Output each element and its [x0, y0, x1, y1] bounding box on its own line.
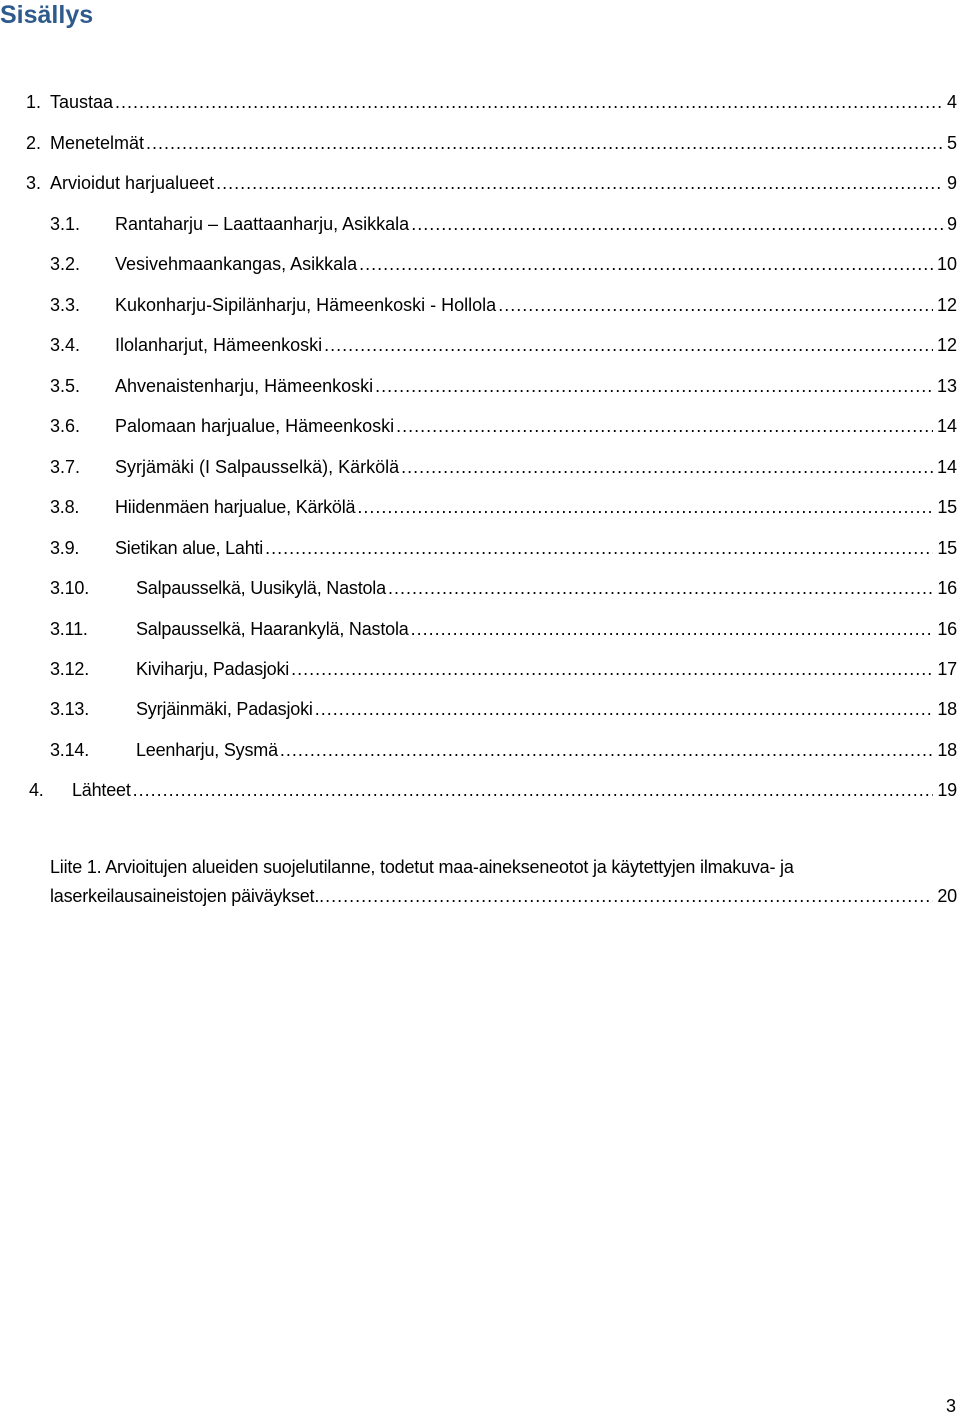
toc-number: 4.: [29, 780, 44, 800]
toc-page: 13: [936, 376, 957, 396]
appendix-title-line1: Liite 1. Arvioitujen alueiden suojelutilanne, todetut maa-ainekseneotot ja käytettyjen ilmakuva- ja: [50, 857, 794, 877]
toc-entry-4[interactable]: [29, 775, 957, 801]
toc-page: 16: [937, 619, 957, 639]
toc-leader: [315, 698, 934, 720]
toc-title: Ilolanharjut, Hämeenkoski: [115, 335, 323, 355]
toc-entry-3[interactable]: [26, 168, 957, 194]
page-number: 3: [945, 1396, 956, 1416]
toc-entry-1[interactable]: [26, 87, 957, 113]
appendix-title-line2-row: [50, 882, 957, 911]
toc-page: 12: [936, 335, 957, 355]
toc-entry-3-8[interactable]: [50, 492, 957, 518]
toc-entry-3-5[interactable]: [50, 371, 957, 397]
toc-title: Salpausselkä, Haarankylä, Nastola: [136, 619, 409, 639]
toc-entry-3-13[interactable]: [50, 694, 957, 720]
toc-title: Syrjäinmäki, Padasjoki: [136, 699, 313, 719]
toc-leader: [216, 172, 943, 194]
toc-entry-3-11[interactable]: [50, 614, 957, 640]
toc-title: Kiviharju, Padasjoki: [136, 659, 290, 679]
toc-leader: [388, 577, 933, 599]
toc-page: 9: [946, 173, 957, 193]
toc-leader: [291, 658, 933, 680]
toc-leader: [396, 415, 933, 437]
toc-number: 3.3.: [50, 295, 81, 315]
toc-title: Hiidenmäen harjualue, Kärkölä: [115, 497, 356, 517]
toc-leader: [498, 294, 933, 316]
toc-entry-3-14[interactable]: [50, 735, 957, 761]
toc-leader: [115, 91, 943, 113]
toc-number: 3.9.: [50, 538, 80, 558]
toc-leader: [280, 739, 933, 761]
toc-page: 18: [937, 699, 957, 719]
toc-number: 3.4.: [50, 335, 81, 355]
toc-leader: [401, 456, 933, 478]
toc-title: Rantaharju – Laattaanharju, Asikkala: [115, 214, 410, 234]
toc-number: 3.8.: [50, 497, 80, 517]
toc-title: Leenharju, Sysmä: [136, 740, 278, 760]
toc-leader: [133, 779, 934, 801]
appendix-title-line2: laserkeilausaineistojen päiväykset.: [50, 886, 320, 906]
toc-page: 4: [946, 92, 957, 112]
toc-title: Vesivehmaankangas, Asikkala: [115, 254, 358, 274]
toc-page: 5: [946, 133, 957, 153]
toc-entry-2[interactable]: [26, 128, 957, 154]
toc-title: Palomaan harjualue, Hämeenkoski: [115, 416, 395, 436]
toc-number: 3.14.: [50, 740, 90, 760]
toc-title: Syrjämäki (I Salpausselkä), Kärkölä: [115, 457, 400, 477]
toc-entry-3-10[interactable]: [50, 573, 957, 599]
toc-leader: [359, 253, 933, 275]
toc-leader: [411, 618, 934, 640]
toc-title: Kukonharju-Sipilänharju, Hämeenkoski - Hollola: [115, 295, 497, 315]
toc-leader: [319, 882, 933, 911]
toc-title: Arvioidut harjualueet: [50, 173, 215, 193]
toc-leader: [411, 213, 943, 235]
toc-page: 10: [936, 254, 957, 274]
toc-title: Menetelmät: [50, 133, 145, 153]
toc-number: 3.1.: [50, 214, 81, 234]
toc-title: Lähteet: [72, 780, 131, 800]
toc-entry-3-7[interactable]: [50, 452, 957, 478]
toc-number: 3.13.: [50, 699, 90, 719]
toc-page: 15: [937, 538, 957, 558]
toc-page: 14: [936, 416, 957, 436]
toc-number: 1.: [26, 92, 42, 112]
toc-entry-3-1[interactable]: [50, 209, 957, 235]
toc-page: 14: [936, 457, 957, 477]
toc-page: 16: [937, 578, 957, 598]
toc-leader: [375, 375, 933, 397]
toc-entry-3-2[interactable]: [50, 249, 957, 275]
toc-title: Sietikan alue, Lahti: [115, 538, 264, 558]
toc-page: 9: [946, 214, 957, 234]
toc-title: Salpausselkä, Uusikylä, Nastola: [136, 578, 386, 598]
toc-leader: [146, 132, 943, 154]
toc-number: 3.11.: [50, 619, 88, 639]
toc-leader: [357, 496, 933, 518]
toc-leader: [324, 334, 933, 356]
toc-entry-3-3[interactable]: [50, 290, 957, 316]
toc-page: 18: [937, 740, 957, 760]
toc-leader: [265, 537, 933, 559]
toc-page: 20: [937, 886, 957, 906]
toc-number: 3.: [26, 173, 42, 193]
toc-number: 3.7.: [50, 457, 81, 477]
toc-page: 17: [937, 659, 957, 679]
toc-entry-appendix-1[interactable]: [50, 853, 957, 911]
page-title: Sisällys: [0, 1, 94, 29]
toc-entry-3-6[interactable]: [50, 411, 957, 437]
toc-number: 2.: [26, 133, 42, 153]
toc-number: 3.12.: [50, 659, 90, 679]
toc-number: 3.2.: [50, 254, 81, 274]
toc-entry-3-9[interactable]: [50, 533, 957, 559]
toc-entry-3-12[interactable]: [50, 654, 957, 680]
toc-title: Ahvenaistenharju, Hämeenkoski: [115, 376, 374, 396]
toc-number: 3.6.: [50, 416, 81, 436]
toc-page: 15: [937, 497, 957, 517]
toc-page: 19: [937, 780, 957, 800]
toc-entry-3-4[interactable]: [50, 330, 957, 356]
toc-title: Taustaa: [50, 92, 114, 112]
toc-number: 3.5.: [50, 376, 81, 396]
toc-page: 12: [936, 295, 957, 315]
toc-number: 3.10.: [50, 578, 90, 598]
